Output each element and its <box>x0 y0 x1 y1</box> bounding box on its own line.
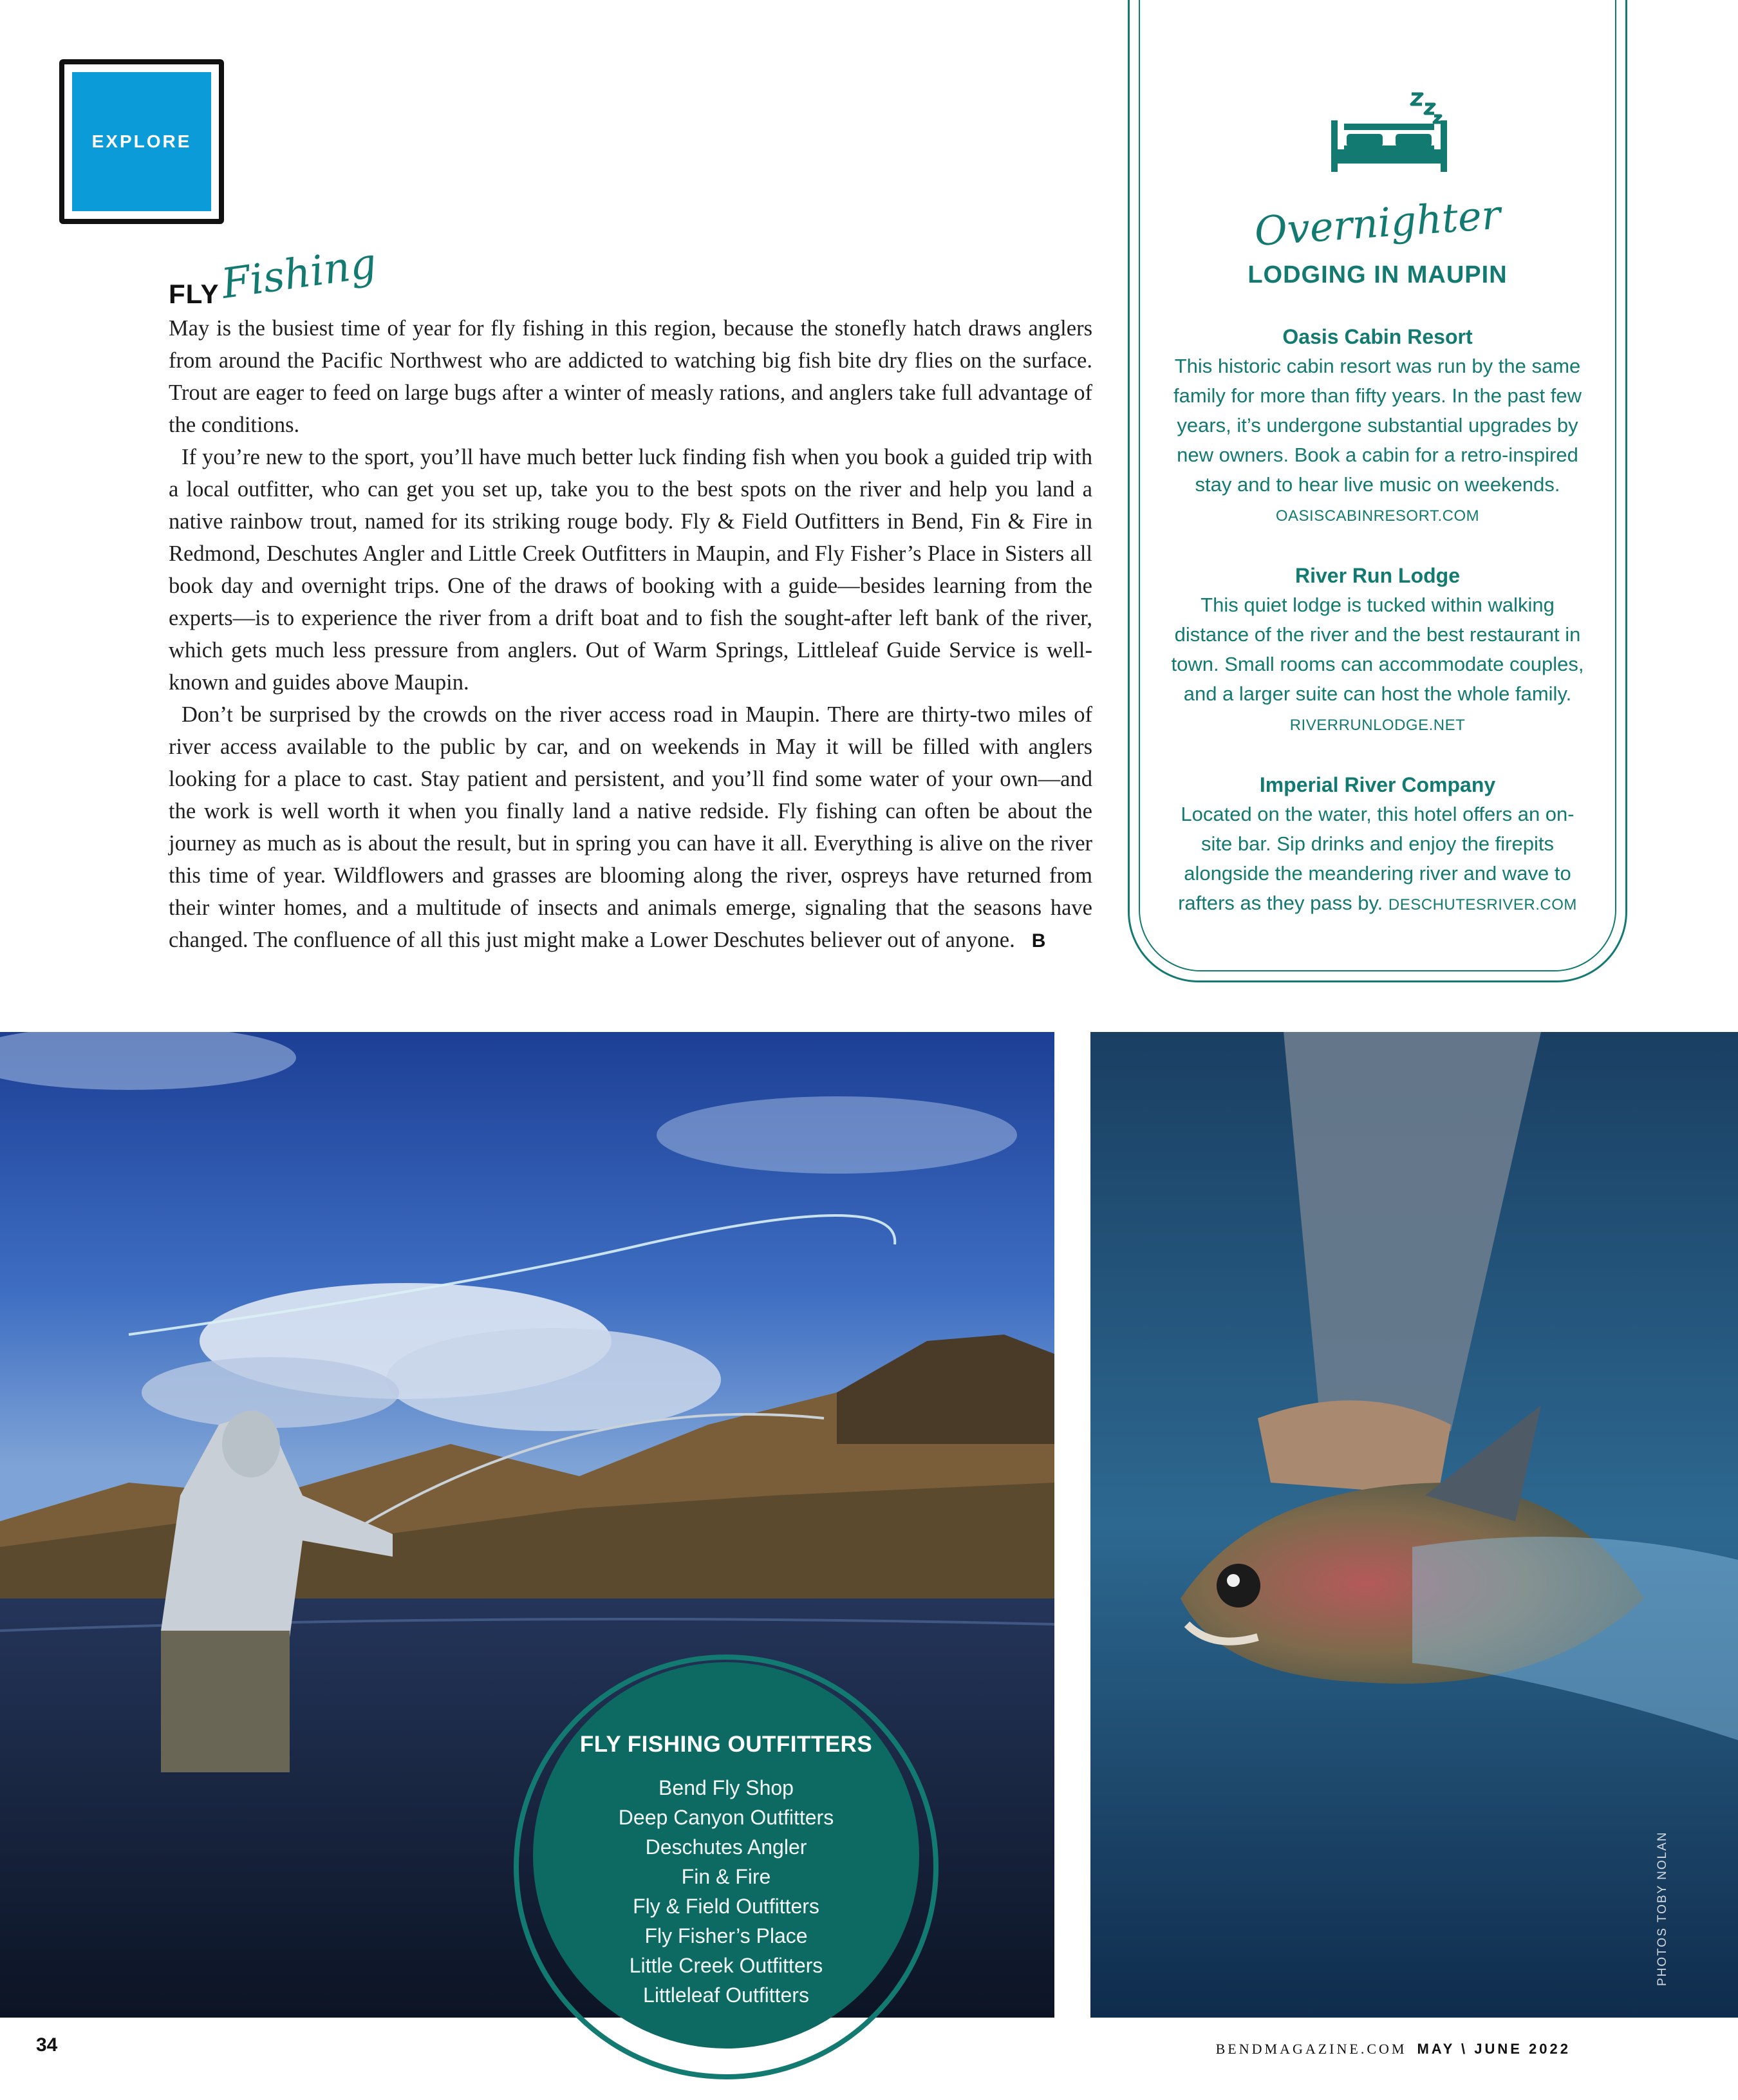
photo-credit: PHOTOS TOBY NOLAN <box>1656 1831 1669 1986</box>
article-paragraph: Don’t be surprised by the crowds on the river access road in Maupin. There are thirty-two miles of river access available to the public by car, and on weekends in May it will be filled with anglers looking for a place to cast. Stay patient and persistent, and you’ll find some water of your own—and the work is well worth it when you finally land a native redside. Fly fishing can often be about the journey as much as is about the result, but in spring you can have it all. Everything is alive on the river this time of year. Wildflowers and grasses are blooming along the river, ospreys have returned from their winter homes, and a multitude of insects and animals emerge, signaling that the seasons have changed. The confluence of all this just might make a Lower Deschutes believer out of anyone. B <box>169 698 1092 957</box>
lodge-item <box>1166 770 1589 920</box>
lodge-url: RIVERRUNLODGE.NET <box>1289 717 1466 734</box>
section-badge <box>59 59 224 224</box>
lodge-url: DESCHUTESRIVER.COM <box>1388 896 1577 914</box>
lodge-name: Oasis Cabin Resort <box>1282 325 1473 348</box>
lodge-description: Located on the water, this hotel offers an on-site bar. Sip drinks and enjoy the firepits alongside the meandering river and wave to rafters as they pass by. DESCHUTESRIVER.COM <box>1178 803 1577 914</box>
outfitter-item: Bend Fly Shop <box>659 1776 794 1799</box>
outfitter-item: Little Creek Outfitters <box>629 1954 823 1977</box>
lodge-item <box>1166 561 1589 740</box>
page-number: 34 <box>36 2034 58 2056</box>
article-body <box>169 312 1092 957</box>
outfitter-item: Fly Fisher’s Place <box>644 1924 808 1947</box>
outfitters-callout <box>533 1662 919 2048</box>
article-paragraph: May is the busiest time of year for fly fishing in this region, because the stonefly hatch draws anglers from around the Pacific Northwest who are addicted to watching big fish bite dry flies on the surface. Trout are eager to feed on large bugs after a winter of measly rations, and anglers take full advantage of the conditions. <box>169 316 1092 437</box>
headline-prefix: FLY <box>169 279 220 309</box>
lodge-name: Imperial River Company <box>1259 773 1496 796</box>
footer-issue: MAY \ JUNE 2022 <box>1417 2041 1571 2057</box>
outfitters-title: FLY FISHING OUTFITTERS <box>579 1732 873 1757</box>
lodge-name: River Run Lodge <box>1294 564 1460 587</box>
lodge-description: This historic cabin resort was run by the same family for more than fifty years. In the past few years, it’s undergone substantial upgrades by new owners. Book a cabin for a retro-inspired stay and to hear live music on weekends. OASISCABINRESORT.COM <box>1173 355 1582 525</box>
footer-site: BENDMAGAZINE.COM <box>1215 2041 1407 2057</box>
outfitter-item: Fly & Field Outfitters <box>633 1895 819 1918</box>
lodge-item <box>1166 322 1589 531</box>
lodge-description: This quiet lodge is tucked within walking distance of the river and the best restaurant in town. Small rooms can accommodate couples, and a larger suite can host the whole family. RIVERRUNLODGE.NET <box>1171 594 1584 734</box>
outfitter-item: Deschutes Angler <box>645 1835 807 1859</box>
section-badge-label: EXPLORE <box>91 131 192 151</box>
outfitter-item: Fin & Fire <box>681 1865 771 1888</box>
end-mark: B <box>1031 930 1046 952</box>
article-paragraph: If you’re new to the sport, you’ll have much better luck finding fish when you book a guided trip with a local outfitter, who can get you set up, take you to the best spots on the river and help you land a native rainbow trout, named for its striking rouge body. Fly & Field Outfitters in Bend, Fin & Fire in Redmond, Deschutes Angler and Little Creek Outfitters in Maupin, and Fly Fisher’s Place in Sisters all book day and overnight trips. One of the draws of booking with a guide—besides learning from the experts—is to experience the river from a drift boat and to fish the sought-after left bank of the river, which gets much less pressure from anglers. Out of Warm Springs, Littleleaf Guide Service is well-known and guides above Maupin. <box>169 445 1092 695</box>
lodge-url: OASISCABINRESORT.COM <box>1275 507 1480 525</box>
lodging-list <box>1166 322 1589 950</box>
trout-release-photo <box>1090 1032 1738 2018</box>
sidebar-title: LODGING IN MAUPIN <box>1247 261 1508 288</box>
outfitter-item: Littleleaf Outfitters <box>643 1983 809 2007</box>
outfitters-list <box>533 1773 919 2010</box>
sidebar-script-title: Overnighter <box>1253 191 1502 256</box>
footer-folio <box>1216 2041 1571 2058</box>
bed-sleep-icon <box>1325 85 1453 182</box>
outfitter-item: Deep Canyon Outfitters <box>618 1806 834 1829</box>
headline-script: Fishing <box>218 239 380 308</box>
